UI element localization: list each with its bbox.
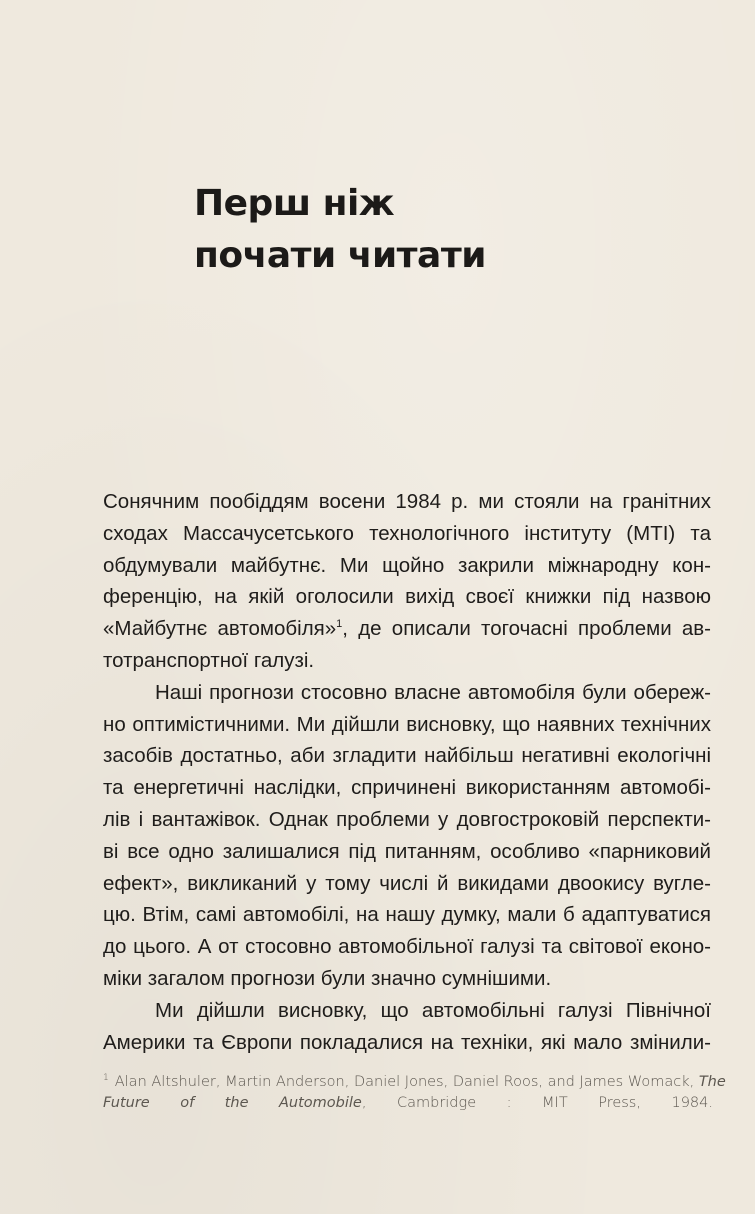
text-line: ефект», викликаний у тому числі й викидами двоокису вугле- bbox=[103, 871, 711, 895]
body-text bbox=[103, 486, 711, 1058]
text-line: сходах Массачусетського технологічного інституту (MTI) та bbox=[103, 521, 711, 545]
book-title-reference: «Майбутнє автомобіля» bbox=[103, 617, 337, 641]
footnote-marker[interactable]: 1 bbox=[336, 618, 343, 631]
footnote-title-start: The bbox=[698, 1074, 726, 1090]
text-line: Ми дійшли висновку, що автомобільні галузі Північної bbox=[155, 998, 711, 1022]
footnote-line-1 bbox=[103, 1072, 726, 1093]
text-line: засобів достатньо, аби згладити найбільш негативні екологічні bbox=[103, 744, 711, 768]
footnote bbox=[103, 1072, 726, 1114]
footnote-number: 1 bbox=[103, 1073, 109, 1084]
chapter-title-line-2: почати читати bbox=[194, 235, 486, 276]
text-line: та енергетичні наслідки, спричинені використанням автомобі- bbox=[103, 776, 711, 800]
footnote-line-2 bbox=[103, 1093, 713, 1114]
text-line: ві все одно залишалися під питанням, особливо «парниковий bbox=[103, 839, 711, 863]
text-line: Наші прогнози стосовно власне автомобіля були обереж- bbox=[155, 680, 711, 704]
footnote-authors: Alan Altshuler, Martin Anderson, Daniel Jones, Daniel Roos, and James Womack, bbox=[114, 1074, 695, 1090]
text-line: но оптимістичними. Ми дійшли висновку, що наявних технічних bbox=[103, 712, 711, 736]
text-line: міки загалом прогнози були значно сумнішими. bbox=[103, 966, 552, 990]
paragraph-3 bbox=[103, 995, 711, 1059]
text-line: тотранспортної галузі. bbox=[103, 648, 315, 672]
text-line: Америки та Європи покладалися на техніки, які мало змінили- bbox=[103, 1030, 711, 1054]
text-line: лів і вантажівок. Однак проблеми у довгостроковій перспекти- bbox=[103, 807, 711, 831]
text-line: ференцію, на якій оголосили вихід своєї книжки під назвою bbox=[103, 585, 711, 609]
chapter-title-line-1: Перш ніж bbox=[194, 183, 395, 224]
text-fragment: , де описали тогочасні проблеми ав- bbox=[342, 617, 711, 641]
chapter-title bbox=[194, 178, 486, 282]
paragraph-1 bbox=[103, 486, 711, 677]
paragraph-2 bbox=[103, 677, 711, 995]
text-line: до цього. А от стосовно автомобільної галузі та світової еконо- bbox=[103, 935, 711, 959]
footnote-title: Future of the Automobile bbox=[103, 1095, 362, 1111]
text-line: цю. Втім, самі автомобілі, на нашу думку, мали б адаптуватися bbox=[103, 903, 711, 927]
text-line-with-footnote bbox=[103, 613, 711, 645]
text-line: обдумували майбутнє. Ми щойно закрили міжнародну кон- bbox=[103, 553, 711, 577]
footnote-publisher: , Cambridge : MIT Press, 1984. bbox=[361, 1095, 713, 1111]
text-line: Сонячним пообіддям восени 1984 р. ми стояли на гранітних bbox=[103, 490, 711, 513]
